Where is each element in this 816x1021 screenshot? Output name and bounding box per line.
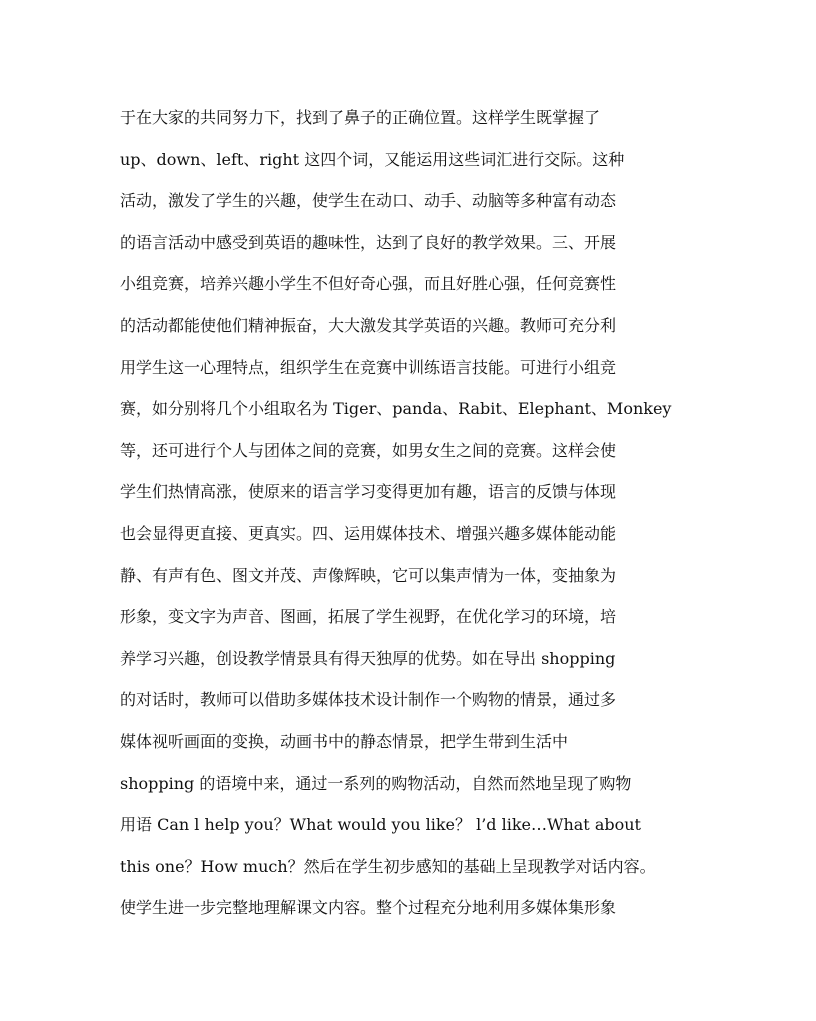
text-line: 赛，如分别将几个小组取名为 Tiger、panda、Rabit、Elephant、Monkey: [120, 399, 672, 419]
text-line: up、down、left、right 这四个词，又能运用这些词汇进行交际。这种: [120, 149, 625, 169]
text-line: 也会显得更直接、更真实。四、运用媒体技术、增强兴趣多媒体能动能: [120, 523, 617, 543]
text-line: this one？How much？然后在学生初步感知的基础上呈现教学对话内容。: [120, 856, 656, 876]
text-line: 学生们热情高涨，使原来的语言学习变得更加有趣，语言的反馈与体现: [120, 482, 617, 502]
text-line: 等，还可进行个人与团体之间的竞赛，如男女生之间的竞赛。这样会使: [120, 440, 617, 460]
text-line: 媒体视听画面的变换，动画书中的静态情景，把学生带到生活中: [120, 731, 569, 751]
text-line: 静、有声有色、图文并茂、声像辉映，它可以集声情为一体，变抽象为: [120, 565, 617, 585]
text-line: 的对话时，教师可以借助多媒体技术设计制作一个购物的情景，通过多: [120, 690, 617, 710]
text-line: 使学生进一步完整地理解课文内容。整个过程充分地利用多媒体集形象: [120, 898, 617, 918]
text-line: 用语 Can l help you？What would you like？ l’d like…What about: [120, 815, 641, 835]
text-line: 形象，变文字为声音、图画，拓展了学生视野，在优化学习的环境，培: [120, 607, 617, 627]
text-line: 的活动都能使他们精神振奋，大大激发其学英语的兴趣。教师可充分利: [120, 315, 617, 335]
text-line: 于在大家的共同努力下，找到了鼻子的正确位置。这样学生既掌握了: [120, 108, 601, 127]
text-line: shopping 的语境中来，通过一系列的购物活动，自然而然地呈现了购物: [120, 773, 632, 793]
text-line: 的语言活动中感受到英语的趣味性，达到了良好的教学效果。三、开展: [120, 232, 617, 252]
text-line: 用学生这一心理特点，组织学生在竞赛中训练语言技能。可进行小组竞: [120, 357, 617, 377]
text-line: 小组竞赛，培养兴趣小学生不但好奇心强，而且好胜心强，任何竞赛性: [120, 274, 617, 294]
body-text: [120, 104, 712, 936]
text-line: 活动，激发了学生的兴趣，使学生在动口、动手、动脑等多种富有动态: [120, 191, 617, 211]
text-line: 养学习兴趣，创设教学情景具有得天独厚的优势。如在导出 shopping: [120, 648, 616, 668]
